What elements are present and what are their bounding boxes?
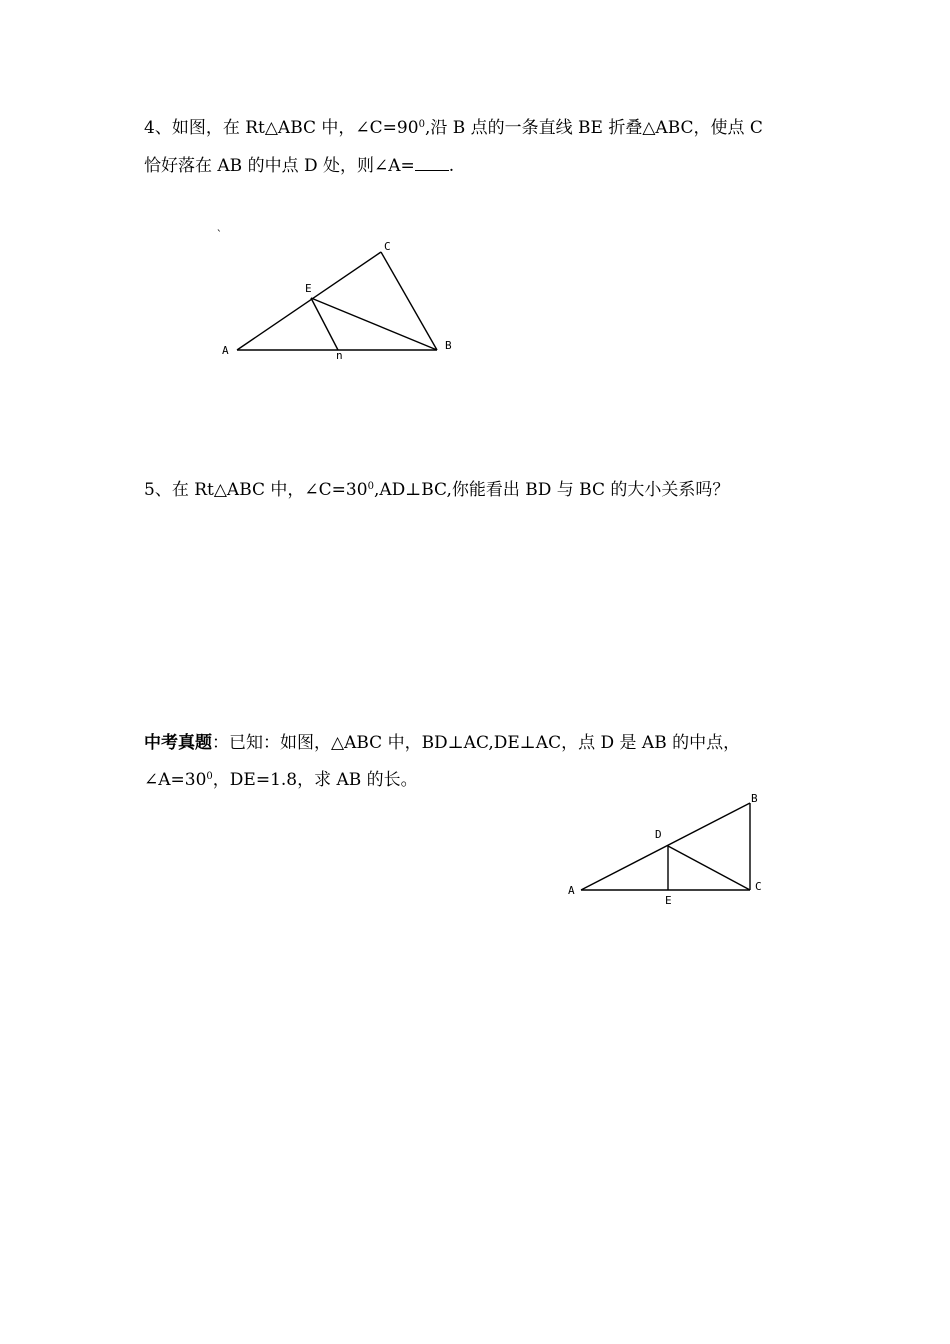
q4-text-2a: 恰好落在 AB 的中点 D 处，则∠A= [144, 156, 415, 176]
q6-text-2b: ，DE=1.8，求 AB 的长。 [212, 770, 418, 790]
q6-label-b: B [751, 792, 758, 805]
q5-text-b: ,AD⊥BC,你能看出 BD 与 BC 的大小关系吗？ [373, 480, 730, 500]
q6-text-1: ：已知：如图，△ABC 中，BD⊥AC,DE⊥AC，点 D 是 AB 的中点， [212, 733, 741, 753]
q4-label-e: E [305, 282, 312, 295]
q4-label-b: B [445, 339, 452, 352]
q6-label-a: A [568, 884, 575, 897]
q6-label-e: E [665, 894, 672, 907]
q6-segment-dc [668, 846, 750, 890]
q6-degree-sup: 0 [206, 771, 213, 782]
q6-label-c: C [755, 880, 762, 893]
q5-text-a: 5、在 Rt△ABC 中，∠C=30 [144, 480, 368, 500]
q6-label-d: D [655, 828, 662, 841]
q4-label-d: n [336, 349, 343, 362]
q4-degree-sup: 0 [418, 119, 425, 130]
q5-degree-sup: 0 [367, 481, 374, 492]
q4-label-c: C [384, 240, 391, 253]
q4-text-2b: . [448, 156, 455, 176]
q4-text-1a: 4、如图，在 Rt△ABC 中，∠C=90 [144, 118, 419, 138]
q6-title: 中考真题 [144, 733, 212, 753]
q4-label-a: A [222, 344, 229, 357]
q4-label-tick: ` [216, 228, 223, 241]
q6-text-2a: ∠A=30 [144, 770, 207, 790]
q4-text-1b: ,沿 B 点的一条直线 BE 折叠△ABC，使点 C [424, 118, 763, 138]
